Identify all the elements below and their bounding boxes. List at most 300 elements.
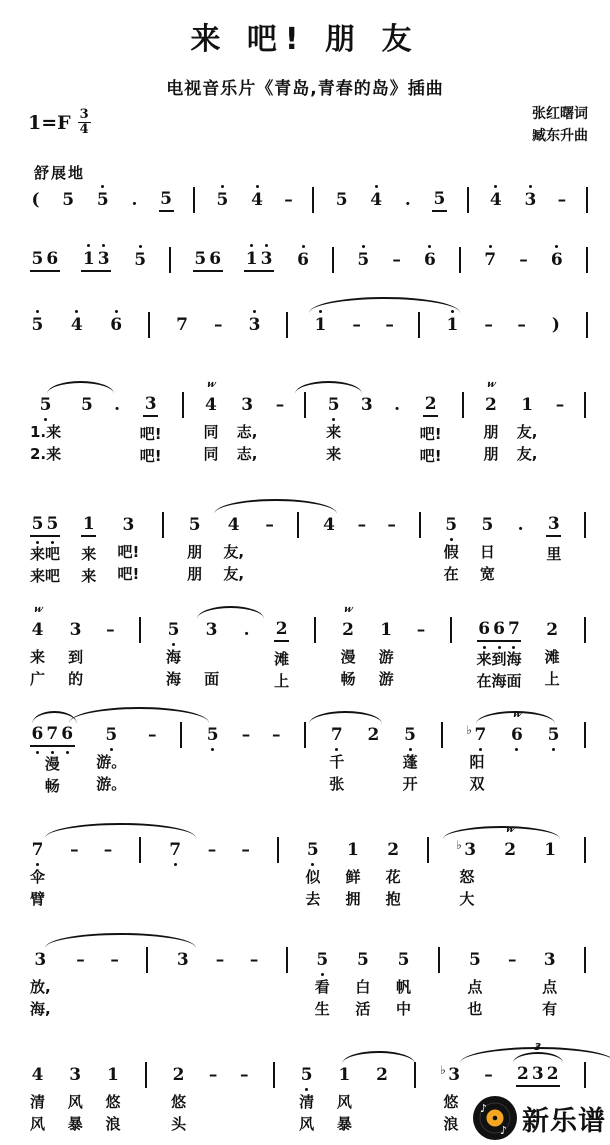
lyric-verse2 bbox=[105, 889, 110, 910]
note-glyphs bbox=[584, 722, 586, 748]
lyric-verse1: 蓬 bbox=[402, 753, 418, 771]
note-token bbox=[329, 725, 344, 795]
note-token bbox=[417, 620, 426, 690]
note-digit: . bbox=[404, 190, 411, 210]
time-signature-denominator: 4 bbox=[79, 122, 89, 138]
note-digit: 3 bbox=[259, 249, 274, 269]
lyric-verse1: 点 bbox=[467, 978, 483, 996]
note-token bbox=[242, 725, 251, 795]
lyric-verse2 bbox=[418, 669, 423, 690]
note-glyphs: – bbox=[249, 950, 259, 970]
octave-dot-below bbox=[172, 643, 175, 646]
note-glyphs bbox=[314, 617, 316, 643]
note-token bbox=[79, 395, 94, 465]
note-digit: 6 bbox=[510, 725, 525, 745]
barline bbox=[583, 395, 588, 468]
note-glyphs bbox=[215, 190, 230, 210]
note-digit: 5 bbox=[194, 249, 207, 269]
note-glyphs bbox=[68, 1065, 83, 1085]
lyric-verse2: 头 bbox=[171, 1115, 187, 1133]
lyric-verse2 bbox=[583, 447, 588, 468]
lyric-verse1 bbox=[583, 980, 588, 1001]
barline bbox=[448, 620, 453, 693]
lyric-verse1 bbox=[244, 647, 249, 668]
note-glyphs bbox=[30, 515, 60, 537]
note-glyphs bbox=[30, 725, 75, 747]
note-digit: 3 bbox=[241, 395, 254, 415]
note-digit: 5 bbox=[45, 514, 60, 534]
lyric-verse2 bbox=[326, 564, 331, 585]
note-digit: 2 bbox=[485, 395, 497, 415]
note-glyphs bbox=[584, 1062, 586, 1088]
lyric-verse1 bbox=[267, 542, 272, 563]
note-glyphs bbox=[175, 315, 190, 335]
lyric-verse1 bbox=[426, 870, 431, 891]
lyric-verse2 bbox=[439, 777, 444, 798]
note-token bbox=[345, 840, 360, 910]
octave-dot-below bbox=[515, 748, 518, 751]
flat-icon: ♭ bbox=[440, 1063, 446, 1077]
octave-dot-below bbox=[311, 863, 314, 866]
note-glyphs bbox=[545, 620, 560, 640]
note-glyphs bbox=[549, 250, 564, 270]
note-digit: ) bbox=[551, 315, 560, 335]
note-digit: 6 bbox=[30, 724, 45, 744]
octave-dot-above bbox=[102, 244, 105, 247]
note-glyphs bbox=[418, 312, 420, 338]
lyric-verse2: 活 bbox=[355, 1000, 371, 1018]
lyric-verse1 bbox=[583, 425, 588, 446]
lyric-verse2 bbox=[244, 669, 249, 690]
note-glyphs bbox=[30, 620, 45, 640]
note-digit: 5 bbox=[95, 190, 110, 210]
lyric-verse1 bbox=[583, 545, 588, 566]
note-token bbox=[96, 725, 126, 795]
lyric-verse2: 在海面 bbox=[476, 672, 522, 690]
lyric-verse2: 朋 bbox=[187, 565, 203, 583]
note-digit: 5 bbox=[469, 950, 481, 970]
note-token bbox=[546, 515, 561, 587]
lyric-verse1 bbox=[114, 422, 119, 443]
note-glyphs bbox=[274, 620, 289, 642]
note-token bbox=[209, 1065, 218, 1135]
svg-text:♪: ♪ bbox=[480, 1102, 488, 1115]
lyric-verse2: 也 bbox=[467, 1000, 483, 1018]
note-token bbox=[355, 950, 370, 1020]
lyric-verse2 bbox=[303, 447, 308, 468]
note-token bbox=[403, 725, 418, 795]
lyric-verse2 bbox=[108, 669, 113, 690]
lyric-verse2 bbox=[551, 774, 556, 795]
lyric-verse1: 来 bbox=[30, 648, 46, 666]
key-signature: 1=F bbox=[28, 111, 71, 134]
note-digit: 7 bbox=[506, 619, 521, 639]
flat-icon: ♭ bbox=[466, 723, 472, 737]
note-token bbox=[296, 250, 311, 270]
note-glyphs bbox=[480, 515, 495, 535]
note-glyphs bbox=[146, 947, 148, 973]
note-token bbox=[30, 725, 75, 797]
lyric-verse1 bbox=[143, 1095, 148, 1116]
lyric-verse2: 双 bbox=[469, 775, 485, 793]
note-digit: . bbox=[517, 515, 524, 535]
lyric-verse1: 到 bbox=[68, 648, 84, 666]
note-glyphs bbox=[61, 190, 76, 210]
lyric-verse1: 看 bbox=[314, 978, 330, 996]
note-digit: 5 bbox=[356, 250, 371, 270]
barline bbox=[332, 250, 334, 273]
note-token bbox=[276, 395, 285, 465]
music-system bbox=[30, 379, 588, 468]
lyric-verse2 bbox=[271, 1117, 276, 1138]
lyric-verse2: 大 bbox=[459, 890, 475, 908]
lyric-verse2: 风 bbox=[299, 1115, 315, 1133]
lyric-verse1: 朋 bbox=[483, 423, 499, 441]
note-digit: 3 bbox=[547, 514, 560, 534]
lyric-verse2 bbox=[84, 444, 89, 465]
lyric-verse2: 来 bbox=[81, 567, 97, 585]
note-glyphs: – bbox=[416, 620, 426, 640]
lyric-verse2 bbox=[150, 774, 155, 795]
note-token bbox=[326, 395, 341, 465]
note-token bbox=[69, 315, 84, 335]
slur bbox=[309, 711, 382, 724]
barline bbox=[302, 725, 307, 798]
octave-dot-below bbox=[36, 751, 39, 754]
note-glyphs: – bbox=[557, 190, 567, 210]
lyric-verse2 bbox=[583, 672, 588, 693]
lyric-verse1 bbox=[510, 977, 515, 998]
lyric-verse1: 来到海 bbox=[476, 650, 522, 668]
lyric-verse1 bbox=[417, 545, 422, 566]
barline bbox=[148, 315, 150, 338]
note-digit: 4 bbox=[31, 1065, 44, 1085]
lyric-verse1 bbox=[138, 650, 143, 671]
note-digit: 6 bbox=[296, 250, 311, 270]
note-digit: 5 bbox=[133, 250, 148, 270]
note-glyphs bbox=[366, 725, 381, 745]
lyric-verse1 bbox=[243, 867, 248, 888]
octave-dot-above bbox=[489, 245, 492, 248]
octave-dot-below bbox=[51, 751, 54, 754]
note-digit: 1 bbox=[338, 1065, 351, 1085]
octave-dot-above bbox=[101, 185, 104, 188]
note-digit: 4 bbox=[250, 190, 265, 210]
lyric-verse1 bbox=[275, 870, 280, 891]
note-glyphs bbox=[315, 950, 330, 970]
note-token bbox=[432, 190, 447, 212]
lyric-verse1: 似 bbox=[305, 868, 321, 886]
note-digit: 5 bbox=[38, 395, 53, 415]
lyric-verse1: 怒 bbox=[459, 868, 475, 886]
note-token bbox=[118, 515, 140, 585]
song-title: 来 吧! 朋 友 bbox=[190, 22, 420, 57]
note-token bbox=[517, 395, 538, 465]
note-glyphs bbox=[322, 515, 337, 535]
note-digit: 5 bbox=[403, 725, 418, 745]
note-token bbox=[305, 840, 320, 910]
octave-dot-below bbox=[110, 748, 113, 751]
lyric-verse1: 放, bbox=[30, 978, 51, 996]
note-token bbox=[322, 515, 337, 585]
note-digit: 4 bbox=[369, 190, 384, 210]
barline bbox=[178, 725, 183, 798]
lyric-verse2 bbox=[312, 672, 317, 693]
note-glyphs: – bbox=[387, 515, 396, 535]
note-token bbox=[133, 250, 148, 270]
lyric-verse1: 海 bbox=[166, 648, 182, 666]
note-glyphs bbox=[546, 725, 561, 745]
barline bbox=[583, 950, 588, 1023]
note-glyphs bbox=[297, 512, 299, 538]
note-glyphs bbox=[68, 620, 83, 640]
note-token bbox=[140, 395, 162, 467]
lyric-verse1: 花 bbox=[385, 868, 401, 886]
note-digit: 3 bbox=[122, 515, 135, 535]
lyric-verse2: 吧! bbox=[419, 447, 442, 465]
note-token bbox=[366, 725, 381, 795]
note-token bbox=[483, 250, 498, 270]
note-digit: 5 bbox=[104, 725, 119, 745]
note-token bbox=[30, 604, 46, 690]
lyric-verse1 bbox=[180, 425, 185, 446]
note-digit: 5 bbox=[326, 395, 341, 415]
lyric-verse1: 同 bbox=[203, 423, 219, 441]
note-glyphs bbox=[356, 250, 371, 270]
lyric-verse1 bbox=[302, 755, 307, 776]
barline bbox=[193, 190, 195, 213]
note-digit: 5 bbox=[546, 725, 561, 745]
note-digit: 2 bbox=[172, 1065, 185, 1085]
lyric-verse2 bbox=[112, 999, 117, 1020]
note-glyphs bbox=[30, 250, 60, 272]
note-glyphs bbox=[586, 247, 588, 273]
song-subtitle: 电视音乐片《青岛,青春的岛》插曲 bbox=[166, 79, 444, 99]
note-glyphs bbox=[133, 250, 148, 270]
note-token bbox=[166, 620, 181, 690]
note-digit: 5 bbox=[188, 515, 201, 535]
lyric-verse1 bbox=[312, 650, 317, 671]
note-token bbox=[70, 840, 79, 910]
note-digit: 3 bbox=[247, 315, 262, 335]
lyric-verse1: 滩 bbox=[274, 650, 290, 668]
note-token bbox=[337, 1065, 352, 1135]
note-glyphs bbox=[510, 725, 525, 745]
barline bbox=[459, 250, 461, 273]
measure-row bbox=[30, 709, 588, 798]
music-system bbox=[30, 250, 588, 273]
note-glyphs bbox=[419, 512, 421, 538]
lyric-verse1 bbox=[518, 542, 523, 563]
note-digit: 1 bbox=[81, 249, 96, 269]
lyric-verse1: 鲜 bbox=[345, 868, 361, 886]
note-token bbox=[244, 250, 274, 272]
lyric-verse2 bbox=[394, 444, 399, 465]
note-glyphs bbox=[584, 512, 586, 538]
note-glyphs bbox=[30, 840, 45, 860]
note-glyphs bbox=[332, 247, 334, 273]
note-glyphs bbox=[438, 947, 440, 973]
note-glyphs bbox=[226, 515, 241, 535]
lyric-verse1 bbox=[548, 867, 553, 888]
octave-dot-above bbox=[319, 310, 322, 313]
lyric-verse2: 有 bbox=[542, 1000, 558, 1018]
lyric-verse1 bbox=[508, 867, 513, 888]
note-glyphs bbox=[148, 312, 150, 338]
note-token bbox=[110, 950, 119, 1020]
note-digit: 3 bbox=[543, 950, 556, 970]
note-glyphs bbox=[204, 620, 219, 640]
lyric-verse1 bbox=[137, 870, 142, 891]
note-glyphs bbox=[312, 187, 314, 213]
lyric-verse2: 暴 bbox=[336, 1115, 352, 1133]
lyric-verse1: 来 bbox=[326, 423, 342, 441]
watermark-logo bbox=[472, 1095, 606, 1141]
lyric-verse2 bbox=[583, 892, 588, 913]
lyric-verse2 bbox=[209, 889, 214, 910]
note-glyphs bbox=[30, 1065, 45, 1085]
note-glyphs bbox=[584, 392, 586, 418]
lyric-verse2: 海, bbox=[30, 1000, 51, 1018]
note-token bbox=[546, 725, 561, 795]
time-signature-numerator: 3 bbox=[79, 107, 89, 122]
note-glyphs bbox=[346, 840, 361, 860]
note-digit: 6 bbox=[209, 249, 222, 269]
note-token bbox=[313, 315, 328, 335]
note-glyphs bbox=[277, 837, 279, 863]
music-system bbox=[30, 604, 588, 693]
note-glyphs: – bbox=[76, 950, 85, 970]
barline bbox=[412, 1065, 417, 1138]
octave-dot-below bbox=[174, 863, 177, 866]
octave-dot-below bbox=[483, 646, 486, 649]
note-token bbox=[61, 190, 76, 210]
octave-dot-above bbox=[36, 310, 39, 313]
note-glyphs bbox=[304, 392, 306, 418]
note-glyphs bbox=[584, 947, 586, 973]
note-glyphs bbox=[159, 190, 174, 212]
note-glyphs bbox=[423, 395, 438, 417]
lyric-verse1: 友, bbox=[223, 543, 245, 561]
barline bbox=[417, 515, 422, 588]
note-token bbox=[204, 620, 219, 690]
note-glyphs bbox=[483, 250, 498, 270]
note-glyphs bbox=[205, 725, 220, 745]
lyric-verse2 bbox=[275, 892, 280, 913]
note-glyphs: – bbox=[284, 190, 293, 210]
note-token bbox=[81, 515, 96, 587]
lyric-verse1 bbox=[277, 422, 282, 443]
barline bbox=[169, 250, 171, 273]
note-glyphs: – bbox=[208, 1065, 218, 1085]
note-glyphs bbox=[30, 190, 41, 210]
note-glyphs: – bbox=[207, 840, 217, 860]
lyric-verse2 bbox=[277, 444, 282, 465]
note-token bbox=[456, 840, 478, 910]
lyric-verse2 bbox=[217, 999, 222, 1020]
note-glyphs bbox=[104, 725, 119, 745]
note-glyphs bbox=[484, 395, 499, 415]
note-glyphs bbox=[143, 395, 158, 417]
note-token bbox=[543, 840, 558, 910]
note-token bbox=[205, 725, 220, 795]
lyric-verse2 bbox=[144, 1002, 149, 1023]
lyric-verse2 bbox=[143, 1117, 148, 1138]
note-token bbox=[247, 315, 262, 335]
lyric-verse2 bbox=[180, 999, 185, 1020]
lyric-verse2: 的 bbox=[68, 670, 84, 688]
measure-row bbox=[30, 950, 588, 1023]
note-token bbox=[558, 190, 567, 210]
lyric-verse2: 浪 bbox=[443, 1115, 459, 1133]
note-token bbox=[30, 1065, 45, 1135]
note-digit: ( bbox=[31, 190, 40, 210]
note-glyphs: – bbox=[241, 840, 250, 860]
octave-dot-below bbox=[332, 418, 335, 421]
lyric-verse1 bbox=[557, 422, 562, 443]
note-glyphs bbox=[113, 395, 122, 415]
lyric-verse2 bbox=[448, 672, 453, 693]
slur bbox=[342, 1051, 415, 1064]
lyric-verse1 bbox=[84, 422, 89, 443]
slur bbox=[214, 499, 337, 514]
lyric-verse2: 风 bbox=[30, 1115, 46, 1133]
note-digit: . bbox=[394, 395, 400, 415]
note-glyphs bbox=[81, 515, 96, 537]
mordent-icon: w bbox=[342, 604, 354, 615]
note-digit: 4 bbox=[488, 190, 503, 210]
octave-dot-below bbox=[321, 973, 324, 976]
lyric-verse2: 同 bbox=[203, 445, 219, 463]
note-glyphs bbox=[459, 247, 461, 273]
barline bbox=[284, 950, 289, 1023]
lyric-verse1: 吧! bbox=[139, 425, 162, 443]
note-digit: 5 bbox=[215, 190, 230, 210]
lyric-verse1: 悠 bbox=[105, 1093, 121, 1111]
note-token bbox=[387, 515, 396, 585]
lyric-verse1 bbox=[150, 752, 155, 773]
barline bbox=[467, 190, 469, 213]
lyric-verse2 bbox=[178, 777, 183, 798]
note-token bbox=[30, 250, 60, 272]
note-digit: 5 bbox=[31, 249, 44, 269]
note-glyphs bbox=[162, 512, 164, 538]
note-digit: 3 bbox=[360, 395, 373, 415]
note-glyphs bbox=[305, 840, 320, 860]
note-token bbox=[423, 250, 438, 270]
barline bbox=[439, 725, 444, 798]
note-token bbox=[517, 315, 526, 335]
music-system bbox=[30, 190, 588, 213]
composer: 臧东升曲 bbox=[532, 128, 588, 144]
note-glyphs bbox=[139, 837, 141, 863]
note-token bbox=[284, 190, 293, 210]
lyric-verse2 bbox=[137, 892, 142, 913]
note-token bbox=[375, 1065, 390, 1135]
lyric-verse1 bbox=[108, 647, 113, 668]
note-glyphs bbox=[450, 617, 452, 643]
lyric-verse1: 点 bbox=[542, 978, 558, 996]
note-digit: 2 bbox=[376, 1065, 388, 1085]
note-token bbox=[393, 395, 402, 465]
barline bbox=[286, 315, 288, 338]
note-glyphs bbox=[337, 1065, 352, 1085]
note-token bbox=[484, 315, 493, 335]
note-digit: 4 bbox=[205, 395, 217, 415]
note-token bbox=[483, 379, 499, 465]
note-digit: 4 bbox=[31, 620, 44, 640]
note-token bbox=[193, 250, 223, 272]
